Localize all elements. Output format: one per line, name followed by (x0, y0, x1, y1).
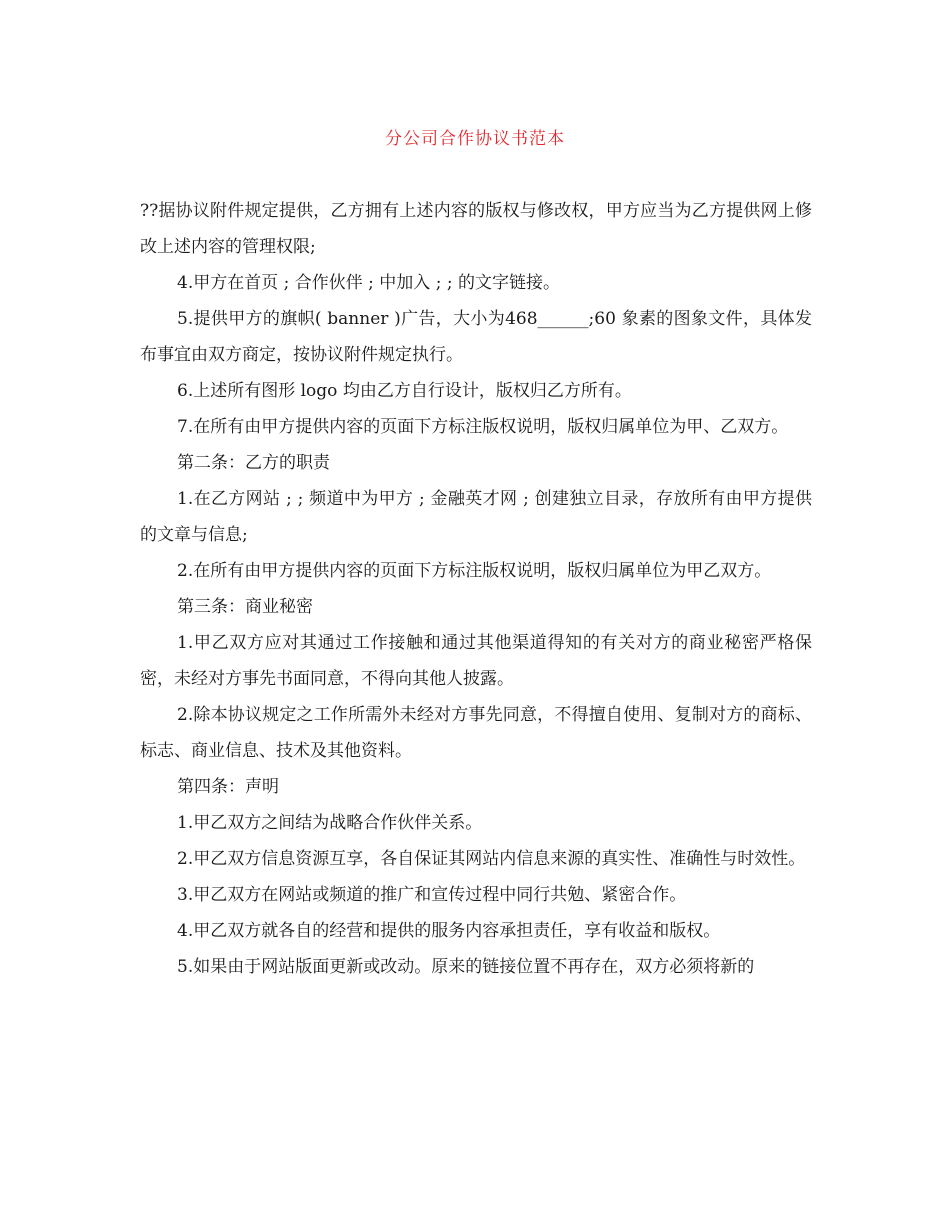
document-paragraph: 5.提供甲方的旗帜( banner )广告，大小为468______;60 象素的图象文件，具体发布事宜由双方商定，按协议附件规定执行。 (140, 309, 812, 365)
document-title: 分公司合作协议书范本 (385, 129, 565, 149)
document-paragraph: 2.在所有由甲方提供内容的页面下方标注版权说明，版权归属单位为甲乙双方。 (177, 561, 772, 581)
document-paragraph: 2.甲乙双方信息资源互享，各自保证其网站内信息来源的真实性、准确性与时效性。 (177, 849, 806, 869)
document-paragraph: 3.甲乙双方在网站或频道的推广和宣传过程中同行共勉、紧密合作。 (177, 885, 687, 905)
document-paragraph: 1.甲乙双方之间结为战略合作伙伴关系。 (177, 813, 483, 833)
document-paragraph: 6.上述所有图形 logo 均由乙方自行设计，版权归乙方所有。 (177, 381, 632, 401)
document-paragraph: 4.甲乙双方就各自的经营和提供的服务内容承担责任，享有收益和版权。 (177, 921, 721, 941)
document-paragraph: 4.甲方在首页 ; 合作伙伴 ; 中加入 ; ; 的文字链接。 (177, 273, 560, 293)
document-paragraph: 5.如果由于网站版面更新或改动。原来的链接位置不再存在，双方必须将新的 (177, 957, 755, 977)
document-paragraph: 1.在乙方网站 ; ; 频道中为甲方 ; 金融英才网 ; 创建独立目录，存放所有由甲方提供的文章与信息; (140, 489, 812, 545)
document-paragraph: 1.甲乙双方应对其通过工作接触和通过其他渠道得知的有关对方的商业秘密严格保密，未经对方事先书面同意，不得向其他人披露。 (140, 633, 812, 689)
document-paragraph: 7.在所有由甲方提供内容的页面下方标注版权说明，版权归属单位为甲、乙双方。 (177, 417, 789, 437)
document-paragraph: ??据协议附件规定提供，乙方拥有上述内容的版权与修改权，甲方应当为乙方提供网上修改上述内容的管理权限; (140, 201, 812, 257)
document-paragraph: 2.除本协议规定之工作所需外未经对方事先同意，不得擅自使用、复制对方的商标、标志、商业信息、技术及其他资料。 (140, 705, 812, 761)
document-body (140, 193, 812, 985)
document-paragraph: 第四条：声明 (177, 777, 279, 797)
document-paragraph: 第三条：商业秘密 (177, 597, 313, 617)
document-paragraph: 第二条：乙方的职责 (177, 453, 330, 473)
